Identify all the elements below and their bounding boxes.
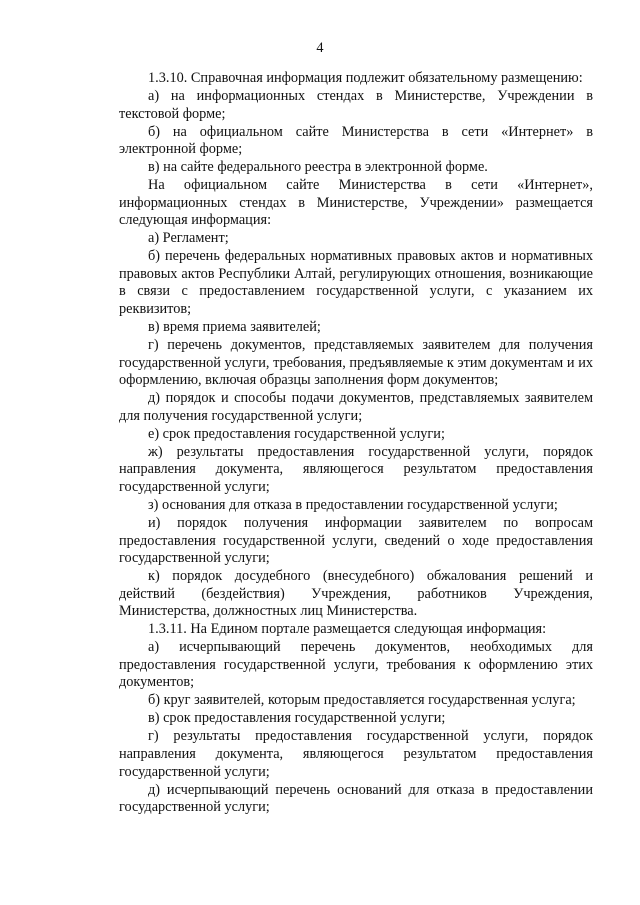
list-item-zh-results: ж) результаты предоставления государственной услуги, порядок направления документа, являющегося результатом предоставления государственной услуги; <box>119 443 593 495</box>
page-number: 4 <box>316 40 324 56</box>
paragraph-1-3-11: 1.3.11. На Едином портале размещается следующая информация: <box>148 621 547 638</box>
paragraph-website-info: На официальном сайте Министерства в сети «Интернет», информационных стендах в Министерстве, Учреждении» размещается следующая информация: <box>119 177 593 229</box>
list-item-z-refusal: з) основания для отказа в предоставлении государственной услуги; <box>148 496 558 513</box>
portal-item-g-results: г) результаты предоставления государственной услуги, порядок направления документа, являющегося результатом предоставления государственной услуги; <box>119 728 593 780</box>
list-item-v-federal-registry: в) на сайте федерального реестра в электронной форме. <box>148 159 488 176</box>
portal-item-a-documents: а) исчерпывающий перечень документов, необходимых для предоставления государственной услуги, требования к оформлению этих документов; <box>119 639 593 691</box>
list-item-b-website: б) на официальном сайте Министерства в сети «Интернет» в электронной форме; <box>119 123 593 158</box>
document-body <box>119 70 593 817</box>
paragraph-1-3-10: 1.3.10. Справочная информация подлежит обязательному размещению: <box>148 70 583 86</box>
list-item-a-regulation: а) Регламент; <box>148 230 229 247</box>
list-item-e-term: е) срок предоставления государственной услуги; <box>148 425 445 442</box>
list-item-a-stands: а) на информационных стендах в Министерстве, Учреждении в текстовой форме; <box>119 87 593 122</box>
portal-item-v-term: в) срок предоставления государственной услуги; <box>148 710 446 727</box>
portal-item-b-applicants: б) круг заявителей, которым предоставляется государственная услуга; <box>148 692 576 709</box>
list-item-d-submission: д) порядок и способы подачи документов, представляемых заявителем для получения государственной услуги; <box>119 390 593 424</box>
portal-item-d-refusal: д) исчерпывающий перечень оснований для отказа в предоставлении государственной услуги; <box>119 781 593 816</box>
list-item-v-reception-time: в) время приема заявителей; <box>148 319 321 336</box>
list-item-b-legal-acts: б) перечень федеральных нормативных правовых актов и нормативных правовых актов Республики Алтай, регулирующих отношения, возникающие в связи с предоставлением государственной услуги, с указанием их реквизитов; <box>119 248 593 318</box>
list-item-k-appeal: к) порядок досудебного (внесудебного) обжалования решений и действий (бездействия) Учреждения, работников Учреждения, Министерства, должностных лиц Министерства. <box>119 568 593 620</box>
list-item-i-information: и) порядок получения информации заявителем по вопросам предоставления государственной услуги, сведений о ходе предоставления государственной услуги; <box>119 514 593 567</box>
list-item-g-documents: г) перечень документов, представляемых заявителем для получения государственной услуги, требования, предъявляемые к этим документам и их оформлению, включая образцы заполнения форм документов; <box>119 337 593 389</box>
